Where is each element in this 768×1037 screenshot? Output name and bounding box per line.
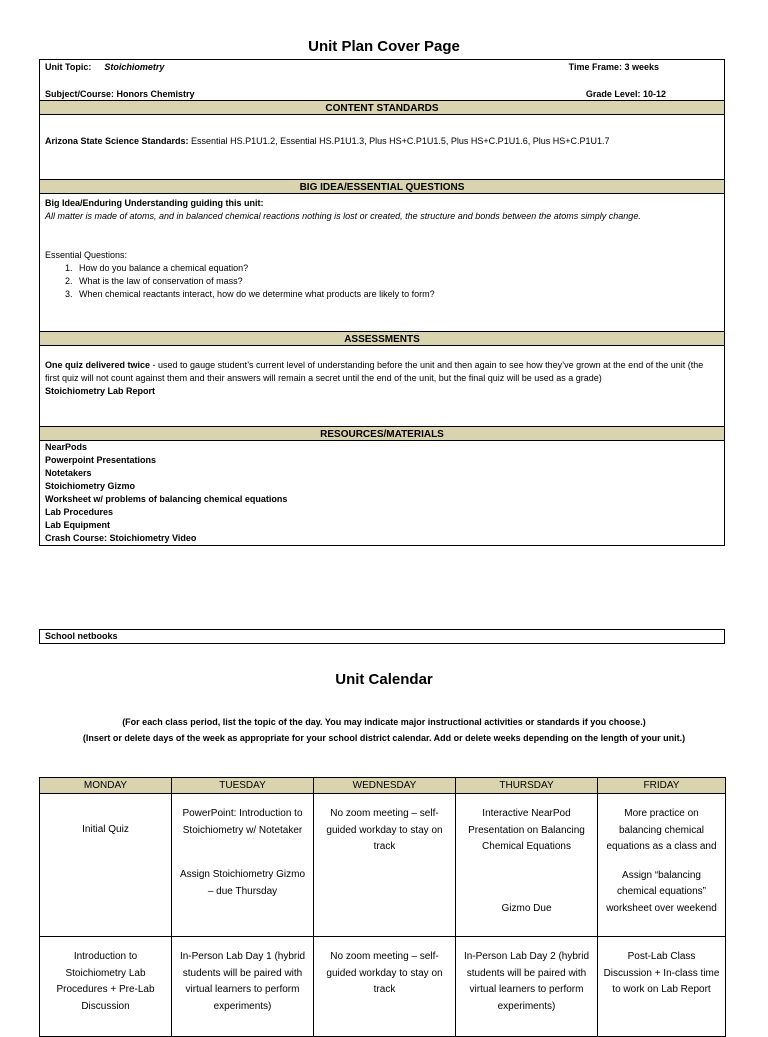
calendar-instruction-1: (For each class period, list the topic of the day. You may indicate major instructional activities or standards if you choose.) [122,717,646,727]
big-idea-heading: BIG IDEA/ESSENTIAL QUESTIONS [40,179,724,194]
time-frame: Time Frame: 3 weeks [568,62,659,72]
week1-tuesday-text-a: PowerPoint: Introduction to Stoichiometry w/ Notetaker [182,808,303,836]
list-item: Lab Equipment [45,520,110,530]
resources-section [40,441,724,545]
assessments-section [40,346,724,426]
page-title: Unit Plan Cover Page [308,38,460,55]
resources-heading: RESOURCES/MATERIALS [40,426,724,441]
essential-questions-list [45,262,719,301]
week1-wednesday [314,794,456,937]
week2-friday-text: Post-Lab Class Discussion + In-class time to work on Lab Report [603,951,720,995]
unit-plan-box [39,59,725,546]
unit-topic-label: Unit Topic: [45,62,92,72]
standards-label: Arizona State Science Standards: [45,136,189,146]
unit-topic-row [40,60,724,81]
week1-friday [598,794,726,937]
grade-level-label: Grade Level: [585,89,641,99]
big-idea-section [40,194,724,331]
list-item: Worksheet w/ problems of balancing chemical equations [45,494,288,504]
day-header-monday: MONDAY [40,778,172,794]
week2-thursday [456,937,598,1037]
week1-monday [40,794,172,937]
unit-topic [45,61,164,81]
day-header-tuesday: TUESDAY [172,778,314,794]
unit-topic-value: Stoichiometry [104,62,165,72]
week1-tuesday-text-b: Assign Stoichiometry Gizmo – due Thursday [179,869,306,897]
assessment-quiz-lead: One quiz delivered twice [45,360,151,370]
week1-tuesday [172,794,314,937]
subject-course: Subject/Course: Honors Chemistry [45,89,195,99]
week2-monday [40,937,172,1037]
week1-thursday-text-b: Gizmo Due [501,902,552,914]
content-standards-heading: CONTENT STANDARDS [40,100,724,115]
calendar-instruction-2: (Insert or delete days of the week as appropriate for your school district calendar. Add or delete weeks depending on the length of your unit.) [82,733,686,743]
list-item: Stoichiometry Gizmo [45,481,136,491]
list-item: Lab Procedures [45,507,114,517]
calendar-header-row [40,778,726,794]
week1-monday-text: Initial Quiz [82,824,129,835]
big-idea-text: All matter is made of atoms, and in balanced chemical reactions nothing is lost or created, the structure and bonds between the atoms simply change. [45,211,641,221]
content-standards-section [40,115,724,179]
list-item: Notetakers [45,468,92,478]
week2-thursday-text: In-Person Lab Day 2 (hybrid students will be paired with virtual learners to perform experiments) [463,951,590,1012]
day-header-wednesday: WEDNESDAY [314,778,456,794]
list-item: Crash Course: Stoichiometry Video [45,533,197,543]
assessment-lab-report: Stoichiometry Lab Report [45,386,156,396]
week1-thursday-text-a: Interactive NearPod Presentation on Balancing Chemical Equations [468,808,585,852]
table-row [40,937,726,1037]
week2-tuesday [172,937,314,1037]
week2-monday-text: Introduction to Stoichiometry Lab Procedures + Pre-Lab Discussion [56,951,155,1012]
assessment-quiz-text: - used to gauge student’s current level of understanding before the unit and then again to see how they’ve grown at the end of the unit (the first quiz will not count against them and their answers will remain a secret until the end of the unit, but the final quiz will be used as a grade) [45,360,704,383]
table-row [40,794,726,937]
calendar-title: Unit Calendar [335,671,433,688]
week2-friday [598,937,726,1037]
list-item: NearPods [45,442,88,452]
week2-wednesday [314,937,456,1037]
week2-wednesday-text: No zoom meeting – self-guided workday to stay on track [326,951,443,995]
assessments-heading: ASSESSMENTS [40,331,724,346]
week1-thursday [456,794,598,937]
calendar-table [39,777,726,1037]
assessment-quiz [45,359,719,385]
list-item: 3. When chemical reactants interact, how do we determine what products are likely to form? [75,288,719,301]
list-item: 2. What is the law of conservation of mass? [75,275,719,288]
day-header-friday: FRIDAY [598,778,726,794]
week1-wednesday-text: No zoom meeting – self-guided workday to stay on track [326,808,443,852]
list-item: 1. How do you balance a chemical equation? [75,262,719,275]
day-header-thursday: THURSDAY [456,778,598,794]
week2-tuesday-text: In-Person Lab Day 1 (hybrid students will be paired with virtual learners to perform experiments) [179,951,306,1012]
big-idea-label: Big Idea/Enduring Understanding guiding this unit: [45,198,264,208]
subject-row [40,81,724,100]
list-item: Powerpoint Presentations [45,455,157,465]
standards-text: Essential HS.P1U1.2, Essential HS.P1U1.3, Plus HS+C.P1U1.5, Plus HS+C.P1U1.6, Plus HS+C.P1U1.7 [188,136,610,146]
essential-questions-label: Essential Questions: [45,250,128,260]
week1-friday-text-b: Assign “balancing chemical equations” worksheet over weekend [606,869,717,914]
grade-level [586,81,666,100]
grade-level-value: 10-12 [642,89,666,99]
week1-friday-text-a: More practice on balancing chemical equations as a class and [606,808,717,852]
resource-extra: School netbooks [39,629,725,644]
